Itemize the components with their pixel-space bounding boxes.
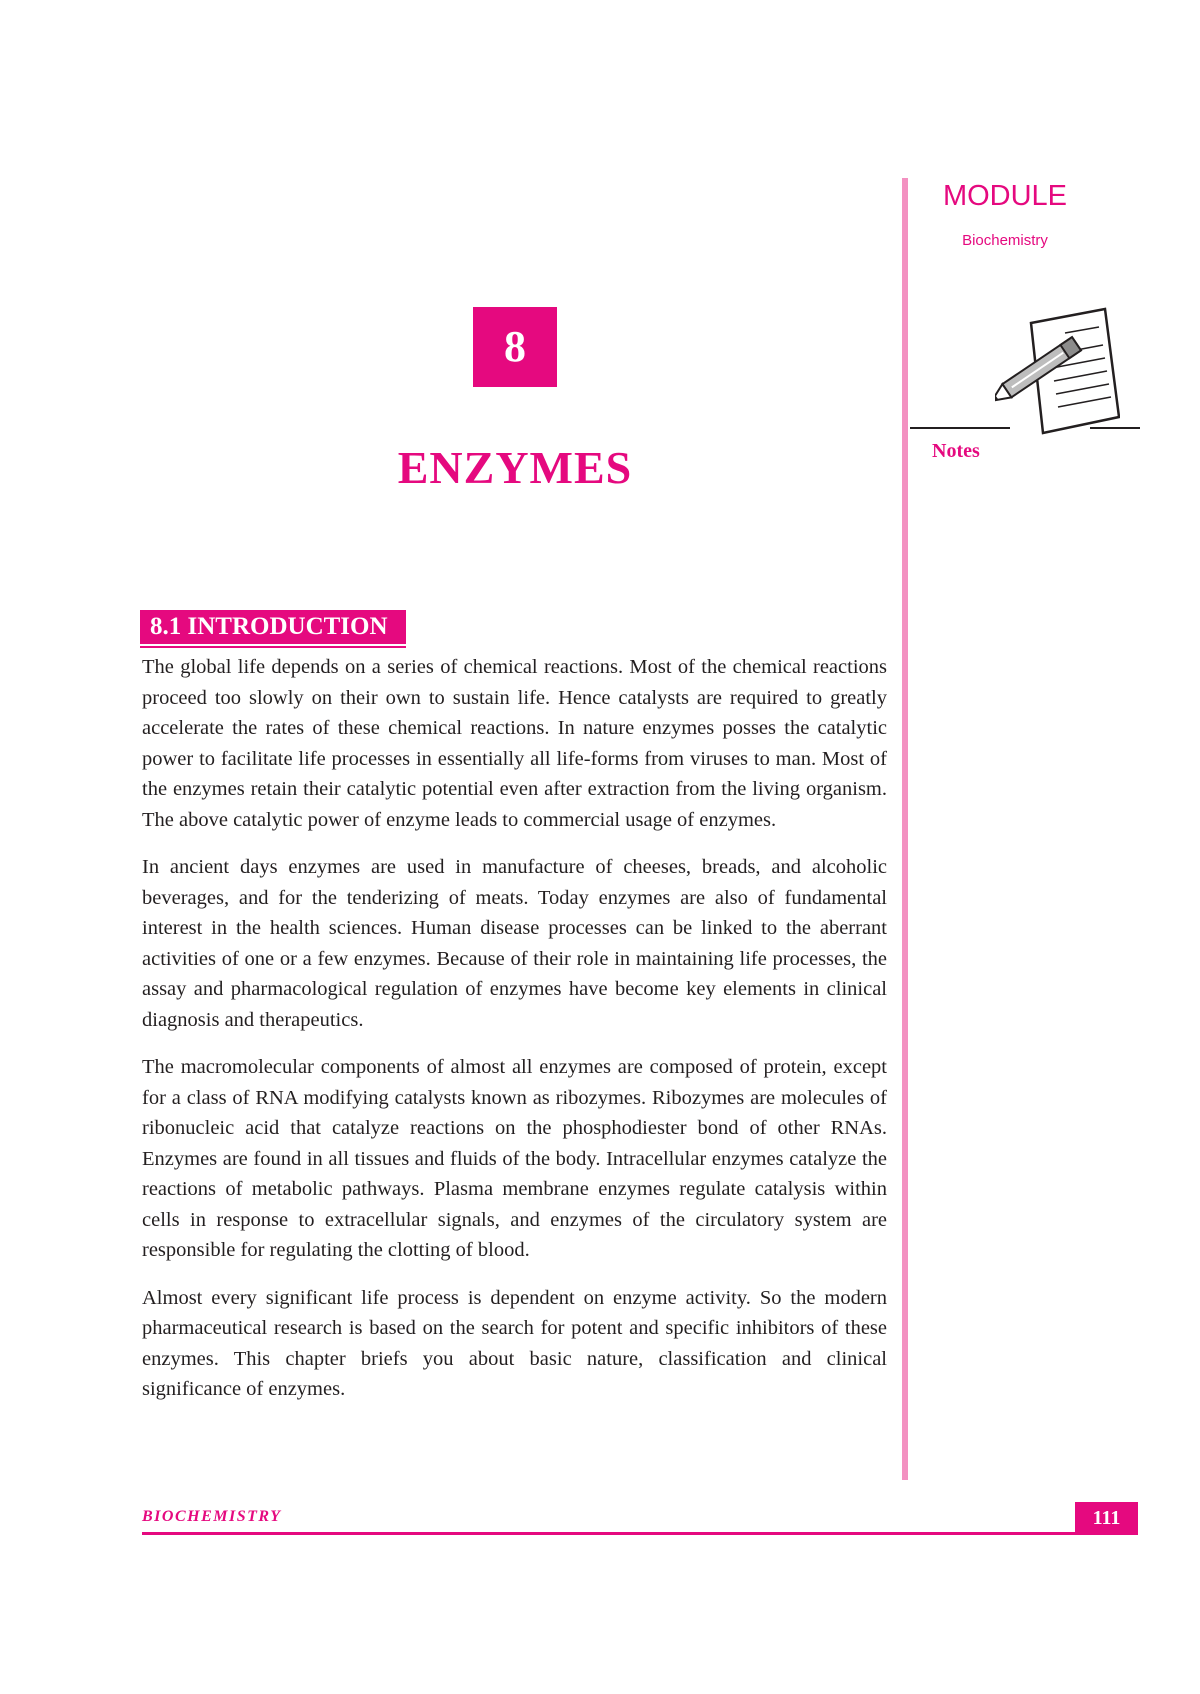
paragraph: The macromolecular components of almost all enzymes are composed of protein, except for a class of RNA modifying catalysts known as ribozymes. Ribozymes are molecules of ribonucleic acid that catalyze reactions on the phosphodiester bond of other RNAs. Enzymes are found in all tissues and fluids of the body. Intracellular enzymes catalyze the reactions of metabolic pathways. Plasma membrane enzymes regulate catalysis within cells in response to extracellular signals, and enzymes of the circulatory system are responsible for regulating the clotting of blood. xyxy=(142,1056,887,1261)
notes-label: Notes xyxy=(932,440,980,462)
sidebar-divider xyxy=(902,178,908,1480)
chapter-title: ENZYMES xyxy=(397,442,633,493)
paragraph: The global life depends on a series of chemical reactions. Most of the chemical reactions proceed too slowly on their own to sustain life. Hence catalysts are required to greatly accelerate the rates of these chemical reactions. In nature enzymes posses the catalytic power to facilitate life processes in essentially all life-forms from viruses to man. Most of the enzymes retain their catalytic potential even after extraction from the living organism. The above catalytic power of enzyme leads to commercial usage of enzymes. xyxy=(142,656,887,831)
section-heading xyxy=(140,610,406,644)
section-heading-text: 8.1 INTRODUCTION xyxy=(150,613,388,640)
paragraph: In ancient days enzymes are used in manufacture of cheeses, breads, and alcoholic beverages, and for the tenderizing of meats. Today enzymes are also of fundamental interest in the health sciences. Human disease processes can be linked to the aberrant activities of one or a few enzymes. Because of their role in maintaining life processes, the assay and pharmacological regulation of enzymes have become key elements in clinical diagnosis and therapeutics. xyxy=(142,856,887,1031)
module-subject: Biochemistry xyxy=(962,232,1048,249)
chapter-number: 8 xyxy=(473,307,557,387)
page-number: 111 xyxy=(1075,1502,1138,1534)
notepad-pencil-icon xyxy=(995,305,1120,445)
module-label: MODULE xyxy=(942,180,1068,212)
body-text xyxy=(142,652,887,1422)
footer-label: BIOCHEMISTRY xyxy=(142,1508,282,1525)
paragraph: Almost every significant life process is dependent on enzyme activity. So the modern pharmaceutical research is based on the search for potent and specific inhibitors of these enzymes. This chapter briefs you about basic nature, classification and clinical significance of enzymes. xyxy=(142,1286,887,1400)
footer-rule xyxy=(142,1532,1138,1535)
section-heading-underline xyxy=(140,646,406,648)
